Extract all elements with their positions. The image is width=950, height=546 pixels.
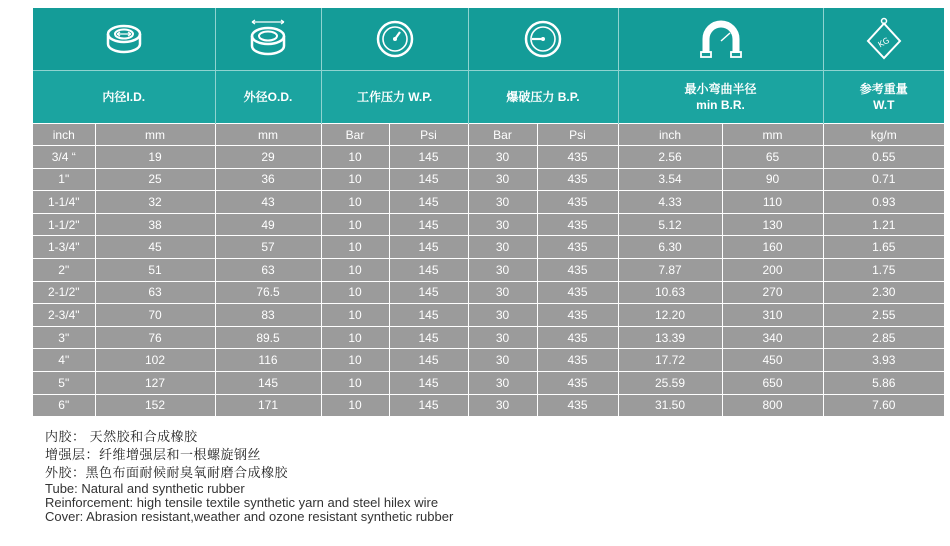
cell-br-mm: 65 <box>722 146 823 169</box>
cell-wp-bar: 10 <box>321 326 389 349</box>
cell-id-mm: 70 <box>95 304 215 327</box>
header-br-cn: 最小弯曲半径 <box>684 82 757 96</box>
cell-size-inch: 2-3/4" <box>33 304 95 327</box>
unit-br-mm: mm <box>722 124 823 146</box>
cell-br-inch: 5.12 <box>618 213 722 236</box>
table-row <box>33 371 944 394</box>
cell-bp-bar: 30 <box>468 168 537 191</box>
cell-bp-bar: 30 <box>468 236 537 259</box>
header-od: 外径O.D. <box>215 71 321 124</box>
cell-br-inch: 12.20 <box>618 304 722 327</box>
cell-wt: 2.30 <box>823 281 944 304</box>
cell-od-mm: 49 <box>215 213 321 236</box>
cell-br-inch: 3.54 <box>618 168 722 191</box>
cell-id-mm: 127 <box>95 371 215 394</box>
cell-wp-psi: 145 <box>389 213 468 236</box>
cell-wp-psi: 145 <box>389 281 468 304</box>
cell-wp-psi: 145 <box>389 394 468 416</box>
table-row <box>33 236 944 259</box>
cell-br-inch: 6.30 <box>618 236 722 259</box>
table-row <box>33 191 944 214</box>
cell-wt: 1.21 <box>823 213 944 236</box>
unit-wp-psi: Psi <box>389 124 468 146</box>
table-row <box>33 281 944 304</box>
cell-bp-bar: 30 <box>468 258 537 281</box>
cell-bp-psi: 435 <box>537 213 618 236</box>
cell-od-mm: 43 <box>215 191 321 214</box>
cell-id-mm: 76 <box>95 326 215 349</box>
header-wt-en: W.T <box>873 98 895 112</box>
cell-wt: 5.86 <box>823 371 944 394</box>
cell-id-mm: 38 <box>95 213 215 236</box>
cell-bp-psi: 435 <box>537 304 618 327</box>
cell-br-inch: 10.63 <box>618 281 722 304</box>
header-wt <box>823 71 944 124</box>
cell-wp-psi: 145 <box>389 349 468 372</box>
note-reinforcement-cn: 增强层：纤维增强层和一根螺旋钢丝 <box>45 447 262 462</box>
cell-br-mm: 90 <box>722 168 823 191</box>
note-tube-en: Tube: Natural and synthetic rubber <box>45 481 245 496</box>
cell-bp-psi: 435 <box>537 371 618 394</box>
cell-wt: 2.55 <box>823 304 944 327</box>
cell-wt: 2.85 <box>823 326 944 349</box>
cell-od-mm: 145 <box>215 371 321 394</box>
cell-br-mm: 340 <box>722 326 823 349</box>
cell-bp-psi: 435 <box>537 349 618 372</box>
cell-bp-bar: 30 <box>468 146 537 169</box>
cell-bp-bar: 30 <box>468 326 537 349</box>
unit-bp-bar: Bar <box>468 124 537 146</box>
cell-id-mm: 45 <box>95 236 215 259</box>
cell-id-mm: 102 <box>95 349 215 372</box>
unit-id-inch: inch <box>33 124 95 146</box>
cell-br-inch: 31.50 <box>618 394 722 416</box>
burst-gauge-icon <box>523 19 563 59</box>
cell-bp-bar: 30 <box>468 371 537 394</box>
unit-od-mm: mm <box>215 124 321 146</box>
cell-od-mm: 171 <box>215 394 321 416</box>
cell-od-mm: 63 <box>215 258 321 281</box>
cell-wt: 0.93 <box>823 191 944 214</box>
cell-wp-bar: 10 <box>321 191 389 214</box>
cell-wt: 1.75 <box>823 258 944 281</box>
cell-od-mm: 89.5 <box>215 326 321 349</box>
cell-wp-bar: 10 <box>321 236 389 259</box>
inner-diameter-icon <box>104 21 144 57</box>
id-icon-cell <box>33 8 215 71</box>
cell-br-inch: 2.56 <box>618 146 722 169</box>
cell-wp-bar: 10 <box>321 258 389 281</box>
unit-br-inch: inch <box>618 124 722 146</box>
cell-bp-bar: 30 <box>468 304 537 327</box>
cell-br-mm: 160 <box>722 236 823 259</box>
cell-wp-bar: 10 <box>321 394 389 416</box>
unit-row <box>33 124 944 146</box>
wp-icon-cell <box>321 8 468 71</box>
cell-id-mm: 32 <box>95 191 215 214</box>
cell-wp-psi: 145 <box>389 168 468 191</box>
cell-bp-psi: 435 <box>537 146 618 169</box>
note-reinforcement-en: Reinforcement: high tensile textile synthetic yarn and steel hilex wire <box>45 495 439 510</box>
unit-wt-kgm: kg/m <box>823 124 944 146</box>
cell-wp-psi: 145 <box>389 146 468 169</box>
cell-od-mm: 36 <box>215 168 321 191</box>
cell-bp-bar: 30 <box>468 349 537 372</box>
cell-br-inch: 17.72 <box>618 349 722 372</box>
cell-br-mm: 200 <box>722 258 823 281</box>
cell-wp-psi: 145 <box>389 371 468 394</box>
cell-size-inch: 5" <box>33 371 95 394</box>
cell-size-inch: 1-1/2" <box>33 213 95 236</box>
table-row <box>33 304 944 327</box>
cell-wp-bar: 10 <box>321 349 389 372</box>
cell-size-inch: 3" <box>33 326 95 349</box>
note-cover-cn: 外胶：黑色布面耐候耐臭氧耐磨合成橡胶 <box>45 465 289 480</box>
cell-size-inch: 6" <box>33 394 95 416</box>
cell-wp-bar: 10 <box>321 146 389 169</box>
cell-bp-psi: 435 <box>537 191 618 214</box>
table-row <box>33 326 944 349</box>
cell-bp-bar: 30 <box>468 394 537 416</box>
cell-wp-bar: 10 <box>321 371 389 394</box>
cell-bp-psi: 435 <box>537 236 618 259</box>
cell-br-mm: 650 <box>722 371 823 394</box>
cell-wt: 7.60 <box>823 394 944 416</box>
cell-wp-bar: 10 <box>321 213 389 236</box>
table-row <box>33 213 944 236</box>
material-notes <box>45 428 453 524</box>
cell-bp-psi: 435 <box>537 258 618 281</box>
cell-wp-bar: 10 <box>321 168 389 191</box>
header-wp: 工作压力 W.P. <box>321 71 468 124</box>
bend-radius-icon <box>697 19 745 59</box>
cell-bp-psi: 435 <box>537 168 618 191</box>
cell-od-mm: 76.5 <box>215 281 321 304</box>
table-row <box>33 146 944 169</box>
unit-id-mm: mm <box>95 124 215 146</box>
cell-br-mm: 310 <box>722 304 823 327</box>
spec-table <box>33 8 944 416</box>
header-br-en: min B.R. <box>696 98 745 112</box>
cell-id-mm: 152 <box>95 394 215 416</box>
cell-br-mm: 130 <box>722 213 823 236</box>
cell-id-mm: 63 <box>95 281 215 304</box>
cell-size-inch: 1-3/4" <box>33 236 95 259</box>
cell-wp-bar: 10 <box>321 281 389 304</box>
table-row <box>33 349 944 372</box>
header-wt-cn: 参考重量 <box>859 82 908 96</box>
cell-br-mm: 110 <box>722 191 823 214</box>
unit-wp-bar: Bar <box>321 124 389 146</box>
cell-id-mm: 25 <box>95 168 215 191</box>
cell-wp-psi: 145 <box>389 191 468 214</box>
cell-od-mm: 57 <box>215 236 321 259</box>
cell-br-inch: 25.59 <box>618 371 722 394</box>
note-cover-en: Cover: Abrasion resistant,weather and ozone resistant synthetic rubber <box>45 509 454 524</box>
cell-bp-bar: 30 <box>468 213 537 236</box>
cell-wt: 0.55 <box>823 146 944 169</box>
header-bp: 爆破压力 B.P. <box>468 71 618 124</box>
cell-wp-bar: 10 <box>321 304 389 327</box>
cell-br-mm: 270 <box>722 281 823 304</box>
cell-wp-psi: 145 <box>389 258 468 281</box>
note-tube-cn: 内胶： 天然胶和合成橡胶 <box>45 429 198 444</box>
cell-od-mm: 29 <box>215 146 321 169</box>
od-icon-cell <box>215 8 321 71</box>
cell-od-mm: 116 <box>215 349 321 372</box>
cell-size-inch: 1-1/4" <box>33 191 95 214</box>
cell-id-mm: 51 <box>95 258 215 281</box>
pressure-gauge-icon <box>375 19 415 59</box>
cell-wt: 1.65 <box>823 236 944 259</box>
br-icon-cell <box>618 8 823 71</box>
cell-wp-psi: 145 <box>389 236 468 259</box>
cell-bp-psi: 435 <box>537 281 618 304</box>
title-row <box>33 71 944 124</box>
table-row <box>33 168 944 191</box>
wt-icon-cell <box>823 8 944 71</box>
cell-br-mm: 800 <box>722 394 823 416</box>
cell-bp-bar: 30 <box>468 281 537 304</box>
cell-od-mm: 83 <box>215 304 321 327</box>
header-id: 内径I.D. <box>33 71 215 124</box>
cell-br-inch: 13.39 <box>618 326 722 349</box>
cell-size-inch: 1" <box>33 168 95 191</box>
header-br <box>618 71 823 124</box>
cell-br-inch: 7.87 <box>618 258 722 281</box>
cell-size-inch: 2-1/2" <box>33 281 95 304</box>
cell-size-inch: 3/4 “ <box>33 146 95 169</box>
weight-tag: KG <box>876 35 891 50</box>
bp-icon-cell <box>468 8 618 71</box>
cell-wp-psi: 145 <box>389 304 468 327</box>
unit-bp-psi: Psi <box>537 124 618 146</box>
cell-wt: 3.93 <box>823 349 944 372</box>
table-row <box>33 394 944 416</box>
cell-bp-bar: 30 <box>468 191 537 214</box>
outer-diameter-icon <box>248 17 288 61</box>
cell-br-inch: 4.33 <box>618 191 722 214</box>
cell-size-inch: 4" <box>33 349 95 372</box>
icon-row <box>33 8 944 71</box>
cell-bp-psi: 435 <box>537 394 618 416</box>
cell-bp-psi: 435 <box>537 326 618 349</box>
weight-icon <box>864 17 904 61</box>
cell-size-inch: 2" <box>33 258 95 281</box>
cell-wt: 0.71 <box>823 168 944 191</box>
cell-br-mm: 450 <box>722 349 823 372</box>
cell-wp-psi: 145 <box>389 326 468 349</box>
cell-id-mm: 19 <box>95 146 215 169</box>
table-row <box>33 258 944 281</box>
